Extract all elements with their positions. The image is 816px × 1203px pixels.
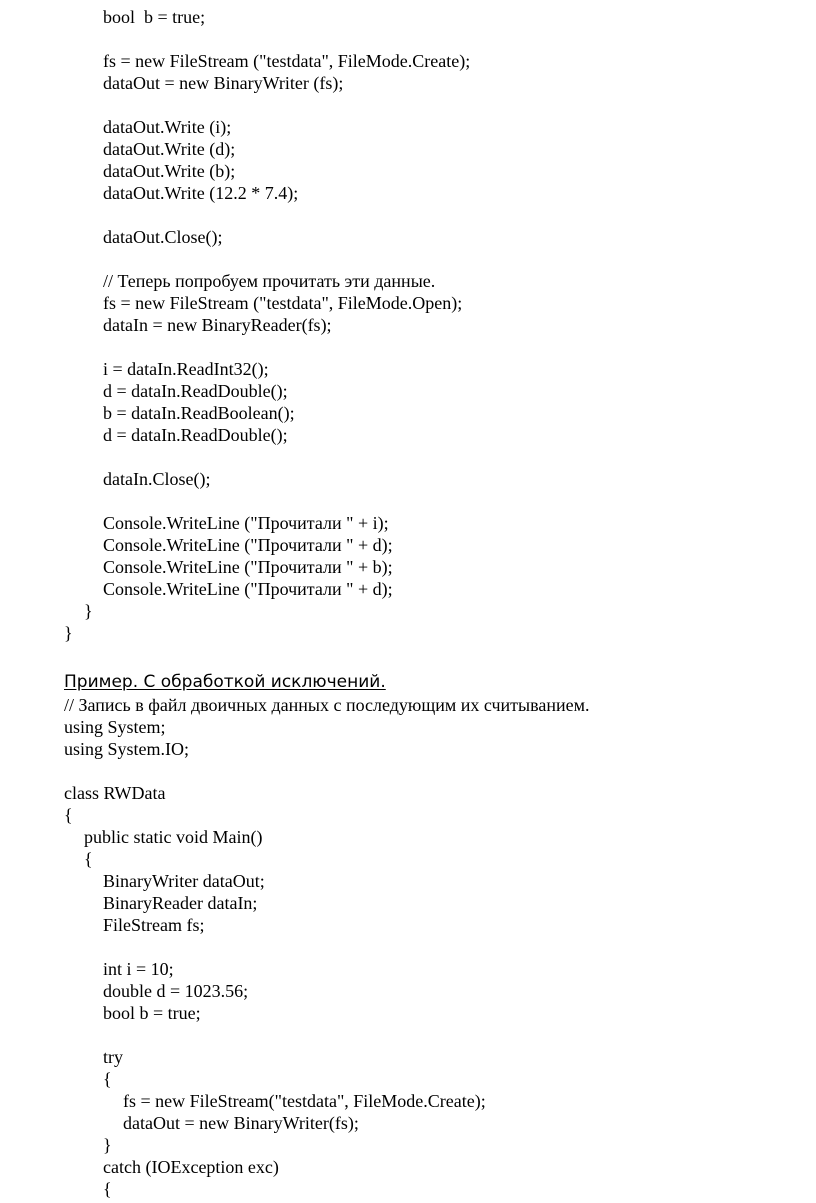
code-line: public static void Main() xyxy=(84,827,263,847)
code-line: i = dataIn.ReadInt32(); xyxy=(103,359,269,379)
code-brace: { xyxy=(64,805,73,825)
code-line: Console.WriteLine ("Прочитали " + d); xyxy=(103,579,393,599)
code-line: BinaryReader dataIn; xyxy=(103,893,258,913)
code-comment: // Запись в файл двоичных данных с последующим их считыванием. xyxy=(64,695,590,715)
example-heading: Пример. С обработкой исключений. xyxy=(64,672,386,692)
code-line: dataOut.Close(); xyxy=(103,227,223,247)
code-line: Console.WriteLine ("Прочитали " + b); xyxy=(103,557,393,577)
code-line: Console.WriteLine ("Прочитали " + i); xyxy=(103,513,389,533)
code-line: dataOut.Write (b); xyxy=(103,161,236,181)
code-brace: } xyxy=(84,601,93,621)
code-line: using System.IO; xyxy=(64,739,190,759)
code-brace: } xyxy=(103,1135,112,1155)
code-line: d = dataIn.ReadDouble(); xyxy=(103,381,288,401)
code-line: d = dataIn.ReadDouble(); xyxy=(103,425,288,445)
code-comment: // Теперь попробуем прочитать эти данные. xyxy=(103,271,436,291)
code-line: int i = 10; xyxy=(103,959,174,979)
code-brace: } xyxy=(64,623,73,643)
code-line: dataOut = new BinaryWriter(fs); xyxy=(123,1113,359,1133)
code-line: fs = new FileStream("testdata", FileMode.Create); xyxy=(123,1091,486,1111)
code-line: dataOut = new BinaryWriter (fs); xyxy=(103,73,344,93)
code-line: double d = 1023.56; xyxy=(103,981,249,1001)
code-line: dataIn.Close(); xyxy=(103,469,211,489)
code-line: catch (IOException exc) xyxy=(103,1157,279,1177)
code-brace: { xyxy=(84,849,93,869)
code-line: b = dataIn.ReadBoolean(); xyxy=(103,403,295,423)
code-brace: { xyxy=(103,1069,112,1089)
code-line: dataOut.Write (12.2 * 7.4); xyxy=(103,183,299,203)
code-line: dataOut.Write (d); xyxy=(103,139,236,159)
code-line: FileStream fs; xyxy=(103,915,205,935)
code-line: class RWData xyxy=(64,783,166,803)
code-line: BinaryWriter dataOut; xyxy=(103,871,265,891)
code-line: bool b = true; xyxy=(103,7,206,27)
code-brace: { xyxy=(103,1179,112,1199)
code-line: fs = new FileStream ("testdata", FileMode.Create); xyxy=(103,51,471,71)
code-line: dataIn = new BinaryReader(fs); xyxy=(103,315,332,335)
code-line: try xyxy=(103,1047,123,1067)
code-line: bool b = true; xyxy=(103,1003,201,1023)
code-line: dataOut.Write (i); xyxy=(103,117,232,137)
code-line: Console.WriteLine ("Прочитали " + d); xyxy=(103,535,393,555)
code-line: using System; xyxy=(64,717,166,737)
code-line: fs = new FileStream ("testdata", FileMode.Open); xyxy=(103,293,463,313)
